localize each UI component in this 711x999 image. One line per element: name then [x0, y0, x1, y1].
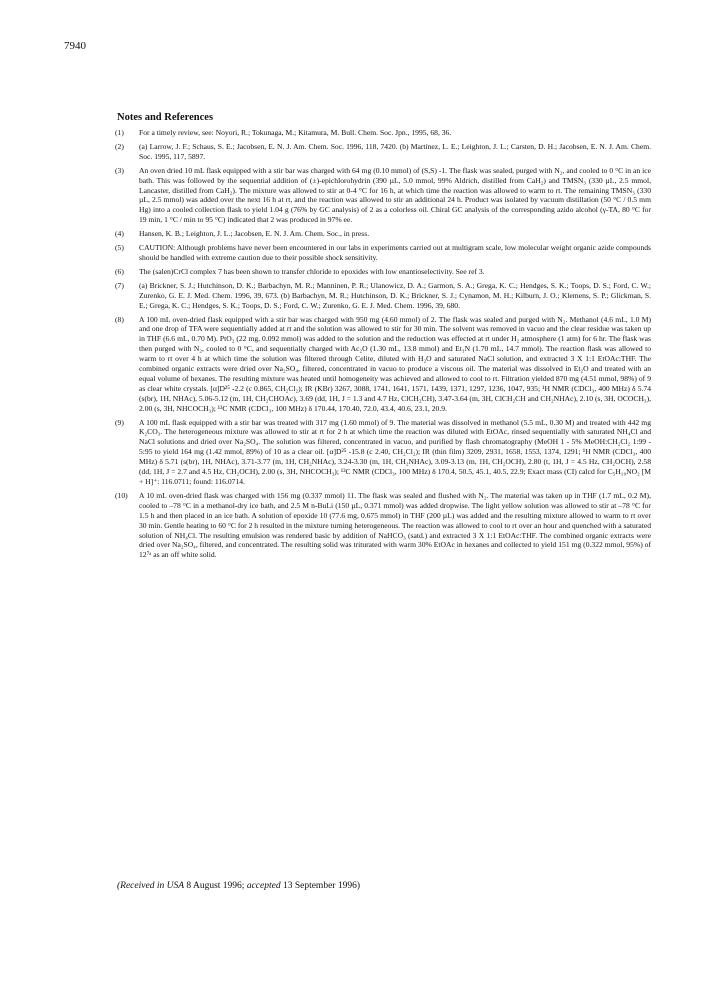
reference-list [115, 128, 651, 564]
reference-text: (a) Brickner, S. J.; Hutchinson, D. K.; Barbachyn, M. R.; Manninen, P. R.; Ulanowicz, D. A.; Garmon, S. A.; Grega, K. C.; Hendges, S. K.; Toops, D. S.; Ford, C. W.; Zurenko, G. E. J. Med. Chem. 1996, 39, 673. (b) Barbachyn, M. R.; Hutchinson, D. K.; Brickner, S. J.; Cynamon, M. H.; Kilburn, J. O.; Klemens, S. P.; Glickman, S. E.; Grega, K. C.; Hendges, S. K.; Toops, D. S.; Ford, C. W.; Zurenko, G. E. J. Med. Chem. 1996, 39, 680. [139, 280, 651, 310]
reference-text: (a) Larrow, J. F.; Schaus, S. E.; Jacobsen, E. N. J. Am. Chem. Soc. 1996, 118, 7420. (b) Martínez, L. E.; Leighton, J. L.; Carsten, D. H.; Jacobsen, E. N. J. Am. Chem. Soc. 1995, 117, 5897. [139, 141, 651, 161]
reference-item [115, 267, 651, 277]
reference-item [115, 491, 651, 560]
reference-text: The (salen)CrCl complex 7 has been shown to transfer chloride to epoxides with low enantioselectivity. See ref 3. [139, 266, 485, 276]
reference-text: Hansen, K. B.; Leighton, J. L.; Jacobsen, E. N. J. Am. Chem. Soc., in press. [139, 229, 370, 239]
reference-number: (8) [115, 314, 124, 324]
reference-item [115, 281, 651, 311]
reference-number: (10) [115, 490, 128, 500]
reference-number: (7) [115, 280, 124, 290]
reference-item [115, 166, 651, 225]
reference-item [115, 315, 651, 414]
reference-text: For a timely review, see: Noyori, R.; Tokunaga, M.; Kitamura, M. Bull. Chem. Soc. Jpn., 1995, 68, 36. [139, 128, 452, 137]
reference-text: A 10 mL oven-dried flask was charged with 156 mg (0.337 mmol) 11. The flask was sealed and flushed with N₂. The material was taken up in THF (1.7 mL, 0.2 M), cooled to –78 °C in a methanol-dry ice bath, and 2.5 M n-BuLi (150 µL, 0.371 mmol) was added dropwise. The light yellow solution was allowed to stir at –78 °C for 1.5 h and then placed in an ice bath. A solution of epoxide 10 (77.6 mg, 0.675 mmol) in THF (200 µL) was added and the resulting mixture allowed to warm to rt over 30 min. Gentle heating to 60 °C for 2 h resulted in the mixture turning heterogeneous. The reaction was allowed to cool to rt over an hour and quenched with a saturated solution of NH₄Cl. The resulting emulsion was rendered basic by addition of NaHCO₃ (satd.) and extracted 3 X 1:1 EtOAc:THF. The combined organic extracts were dried over Na₂SO₄, filtered, and concentrated. The resulting solid was triturated with warm 30% EtOAc in hexanes and collected to yield 151 mg (0.322 mmol, 95%) of 12⁷ᵃ as an off white solid. [139, 490, 651, 560]
section-heading: Notes and References [117, 112, 214, 123]
received-line [117, 881, 637, 891]
page-number: 7940 [64, 40, 86, 52]
reference-text: A 100 mL oven-dried flask equipped with a stir bar was charged with 950 mg (4.60 mmol) of 2. The flask was sealed and purged with N₂. Methanol (4.6 mL, 1.0 M) and one drop of TFA were sequentially added at rt and the solution was allowed to stir for 30 min. The solvent was removed in vacuo and the clear residue was taken up in THF (6.6 mL, 0.70 M). PtO₂ (22 mg, 0.092 mmol) was added to the solution and the reduction was effected at rt under H₂ atmosphere (1 atm) for 6 hr. The flask was then purged with N₂, cooled to 0 °C, and sequentially charged with Ac₂O (1.30 mL, 13.8 mmol) and Et₃N (1.70 mL, 14.7 mmol). The reaction flask was allowed to warm to rt over 4 h at which time the solution was filtered through Celite, diluted with H₂O and saturated NaCl solution, and extracted 3 X 1:1 EtOAc:THF. The combined organic extracts were dried over Na₂SO₄, filtered, concentrated in vacuo to produce a viscous oil. The material was dissolved in Et₂O and treated with an equal volume of hexanes. The resulting mixture was heated until homogeneity was achieved and allowed to cool to rt. Filtration yielded 870 mg (4.51 mmol, 98%) of 9 as clear white crystals. [α]D²⁵ -2.2 (c 0.865, CH₂Cl₂); IR (KBr) 3267, 3088, 1741, 1641, 1571, 1439, 1371, 1297, 1236, 1047, 935; ¹H NMR (CDCl₃, 400 MHz) δ 5.74 (s(br), 1H, NHAc), 5.06-5.12 (m, 1H, CH₂CHOAc), 3.69 (dd, 1H, J = 1.3 and 4.7 Hz, ClCH₂CH), 3.47-3.64 (m, 3H, ClCH₂CH and CH₂NHAc), 2.10 (s, 3H, OCOCH₃), 2.00 (s, 3H, NHCOCH₃); ¹³C NMR (CDCl₃, 100 MHz) δ 170.44, 170.40, 72.0, 43.4, 40.6, 23.1, 20.9. [139, 314, 651, 413]
accepted-date: 13 September 1996) [282, 881, 360, 891]
reference-text: A 100 mL flask equipped with a stir bar was treated with 317 mg (1.60 mmol) of 9. The material was dissolved in methanol (5.5 mL, 0.30 M) and treated with 442 mg K₂CO₃. The heterogeneous mixture was allowed to stir at rt for 2 h at which time the reaction was diluted with EtOAc, rinsed sequentially with saturated NH₄Cl and NaCl solutions and dried over Na₂SO₄. The solution was filtered, concentrated in vacuo, and purified by flash chromatography (MeOH 1 - 5% MeOH:CH₂Cl₂ 1:99 - 5:95 to yield 164 mg (1.42 mmol, 89%) of 10 as a clear oil. [α]D²⁵ -15.8 (c 2.40, CH₂Cl₂); IR (thin film) 3209, 2931, 1658, 1553, 1374, 1291; ¹H NMR (CDCl₃, 400 MHz) δ 5.71 (s(br), 1H, NHAc), 3.71-3.77 (m, 1H, CH₂NHAc), 3.24-3.30 (m, 1H, CH₂NHAc), 3.09-3.13 (m, 1H, CH₂OCH), 2.80 (t, 1H, J = 4.5 Hz, CH₂OCH), 2.58 (dd, 1H, J = 2.7 and 4.5 Hz, CH₂OCH), 2.00 (s, 3H, NHCOCH₃); ¹³C NMR (CDCl₃, 100 MHz) δ 170.4, 50.5, 45.1, 40.5, 22.9; Exact mass (CI) calcd for C₅H₁₀NO₂ [M + H]⁺: 116.0711; found: 116.0714. [139, 417, 651, 486]
accepted-label: accepted [246, 881, 281, 891]
reference-text: CAUTION: Although problems have never been encountered in our labs in experiments carried out at multigram scale, low molecular weight organic azide compounds should be handled with extreme caution due to their possible shock sensitivity. [139, 243, 651, 262]
reference-item [115, 229, 651, 239]
reference-item [115, 243, 651, 263]
reference-text: An oven dried 10 mL flask equipped with a stir bar was charged with 64 mg (0.10 mmol) of (S,S) -1. The flask was sealed, purged with N₂, and cooled to 0 °C in an ice bath. This was followed by the sequential addition of (±)-epichlorohydrin (390 µL, 5.0 mmol, 99% Aldrich, distilled from CaH₂) and TMSN₃ (330 µL, 2.5 mmol, Lancaster, distilled from CaH₂). The mixture was allowed to stir at 0-4 °C for 16 h, at which time the reaction was allowed to warm to rt. The remaining TMSN₃ (330 µL, 2.5 mmol) was added over the next 16 h at rt, and the reaction was allowed to stir an additional 24 h. Product was isolated by vacuum distillation (50 °C / 0.5 mm Hg) into a cooled collection flask to yield 1.04 g (76% by GC analysis) of 2 as a colorless oil. Chiral GC analysis of the corresponding azido alcohol (γ-TA, 80 °C for 19 min, 1 °C / min to 95 °C) indicated that 2 was produced in 97% ee. [139, 165, 651, 225]
reference-item [115, 418, 651, 487]
reference-number: (2) [115, 141, 124, 151]
reference-number: (5) [115, 243, 124, 253]
reference-number: (4) [115, 229, 124, 239]
received-prefix: (Received in USA [117, 881, 184, 891]
reference-number: (9) [115, 417, 124, 427]
reference-number: (1) [115, 128, 124, 137]
reference-number: (3) [115, 165, 124, 175]
reference-number: (6) [115, 266, 124, 276]
reference-item [115, 142, 651, 162]
reference-item [115, 128, 651, 138]
received-date: 8 August 1996; [186, 881, 245, 891]
